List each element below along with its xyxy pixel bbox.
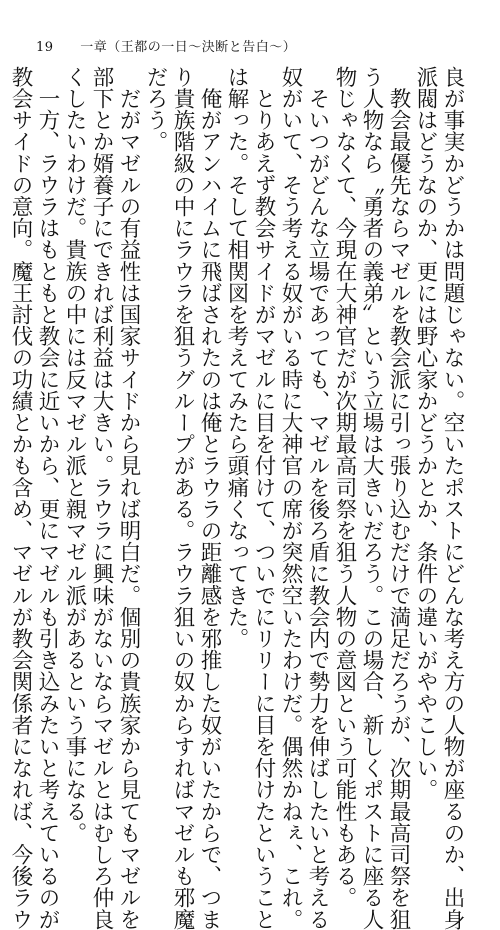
text-line: 教会サイドの意向。魔王討伐の功績とかも含め、マゼルが教会関係者になれば、今後ラウ <box>8 66 33 930</box>
text-line: 部下とか婿養子にできれば利益は大きい。ラウラに興味がないならマゼルとはむしろ仲良 <box>89 66 114 930</box>
text-line: 良が事実かどうかは問題じゃない。空いたポストにどんな考え方の人物が座るのか、出身 <box>440 66 465 930</box>
chapter-title: 一章（王都の一日〜決断と告白〜） <box>80 40 297 55</box>
text-line: だがマゼルの有益性は国家サイドから見れば明白だ。個別の貴族家から見てもマゼルを <box>116 66 141 930</box>
running-header <box>36 36 296 55</box>
page-number: 19 <box>36 40 54 55</box>
text-line: 一方、ラウラはもともと教会に近いから、更にマゼルも引き込みたいと考えているのが <box>35 66 60 930</box>
text-line: り貴族階級の中にラウラを狙うグループがある。ラウラ狙いの奴からすればマゼルも邪魔 <box>170 66 195 930</box>
text-line: う人物なら〝勇者の義弟〟という立場は大きいだろう。この場合、新しくポストに座る人 <box>359 66 384 930</box>
text-line: 奴がいて、そう考える奴がいる時に大神官の席が突然空いたわけだ。偶然かねぇ、これ。 <box>278 66 303 930</box>
text-line: とりあえず教会サイドがマゼルに目を付けて、ついでにリリーに目を付けたということ <box>251 66 276 930</box>
text-line: 教会最優先ならマゼルを教会派に引っ張り込むだけで満足だろうが、次期最高司祭を狙 <box>386 66 411 930</box>
body-text <box>7 66 466 930</box>
text-line: くしたいわけだ。貴族の中には反マゼル派と親マゼル派があるという事になる。 <box>62 66 87 844</box>
text-line: そいつがどんな立場であっても、マゼルを後ろ盾に教会内で勢力を伸ばしたいと考える <box>305 66 330 930</box>
text-line: 俺がアンハイムに飛ばされたのは俺とラウラの距離感を邪推した奴がいたからで、つま <box>197 66 222 930</box>
text-line: 物じゃなくて、今現在大神官だが次期最高司祭を狙う人物の意図という可能性もある。 <box>332 66 357 909</box>
text-line: は解った。そして相関図を考えてみたら頭痛くなってきた。 <box>224 66 249 650</box>
text-line: だろう。 <box>143 66 168 153</box>
text-line: 派閥はどうなのか、更には野心家かどうかとか、条件の違いがややこしい。 <box>413 66 438 801</box>
